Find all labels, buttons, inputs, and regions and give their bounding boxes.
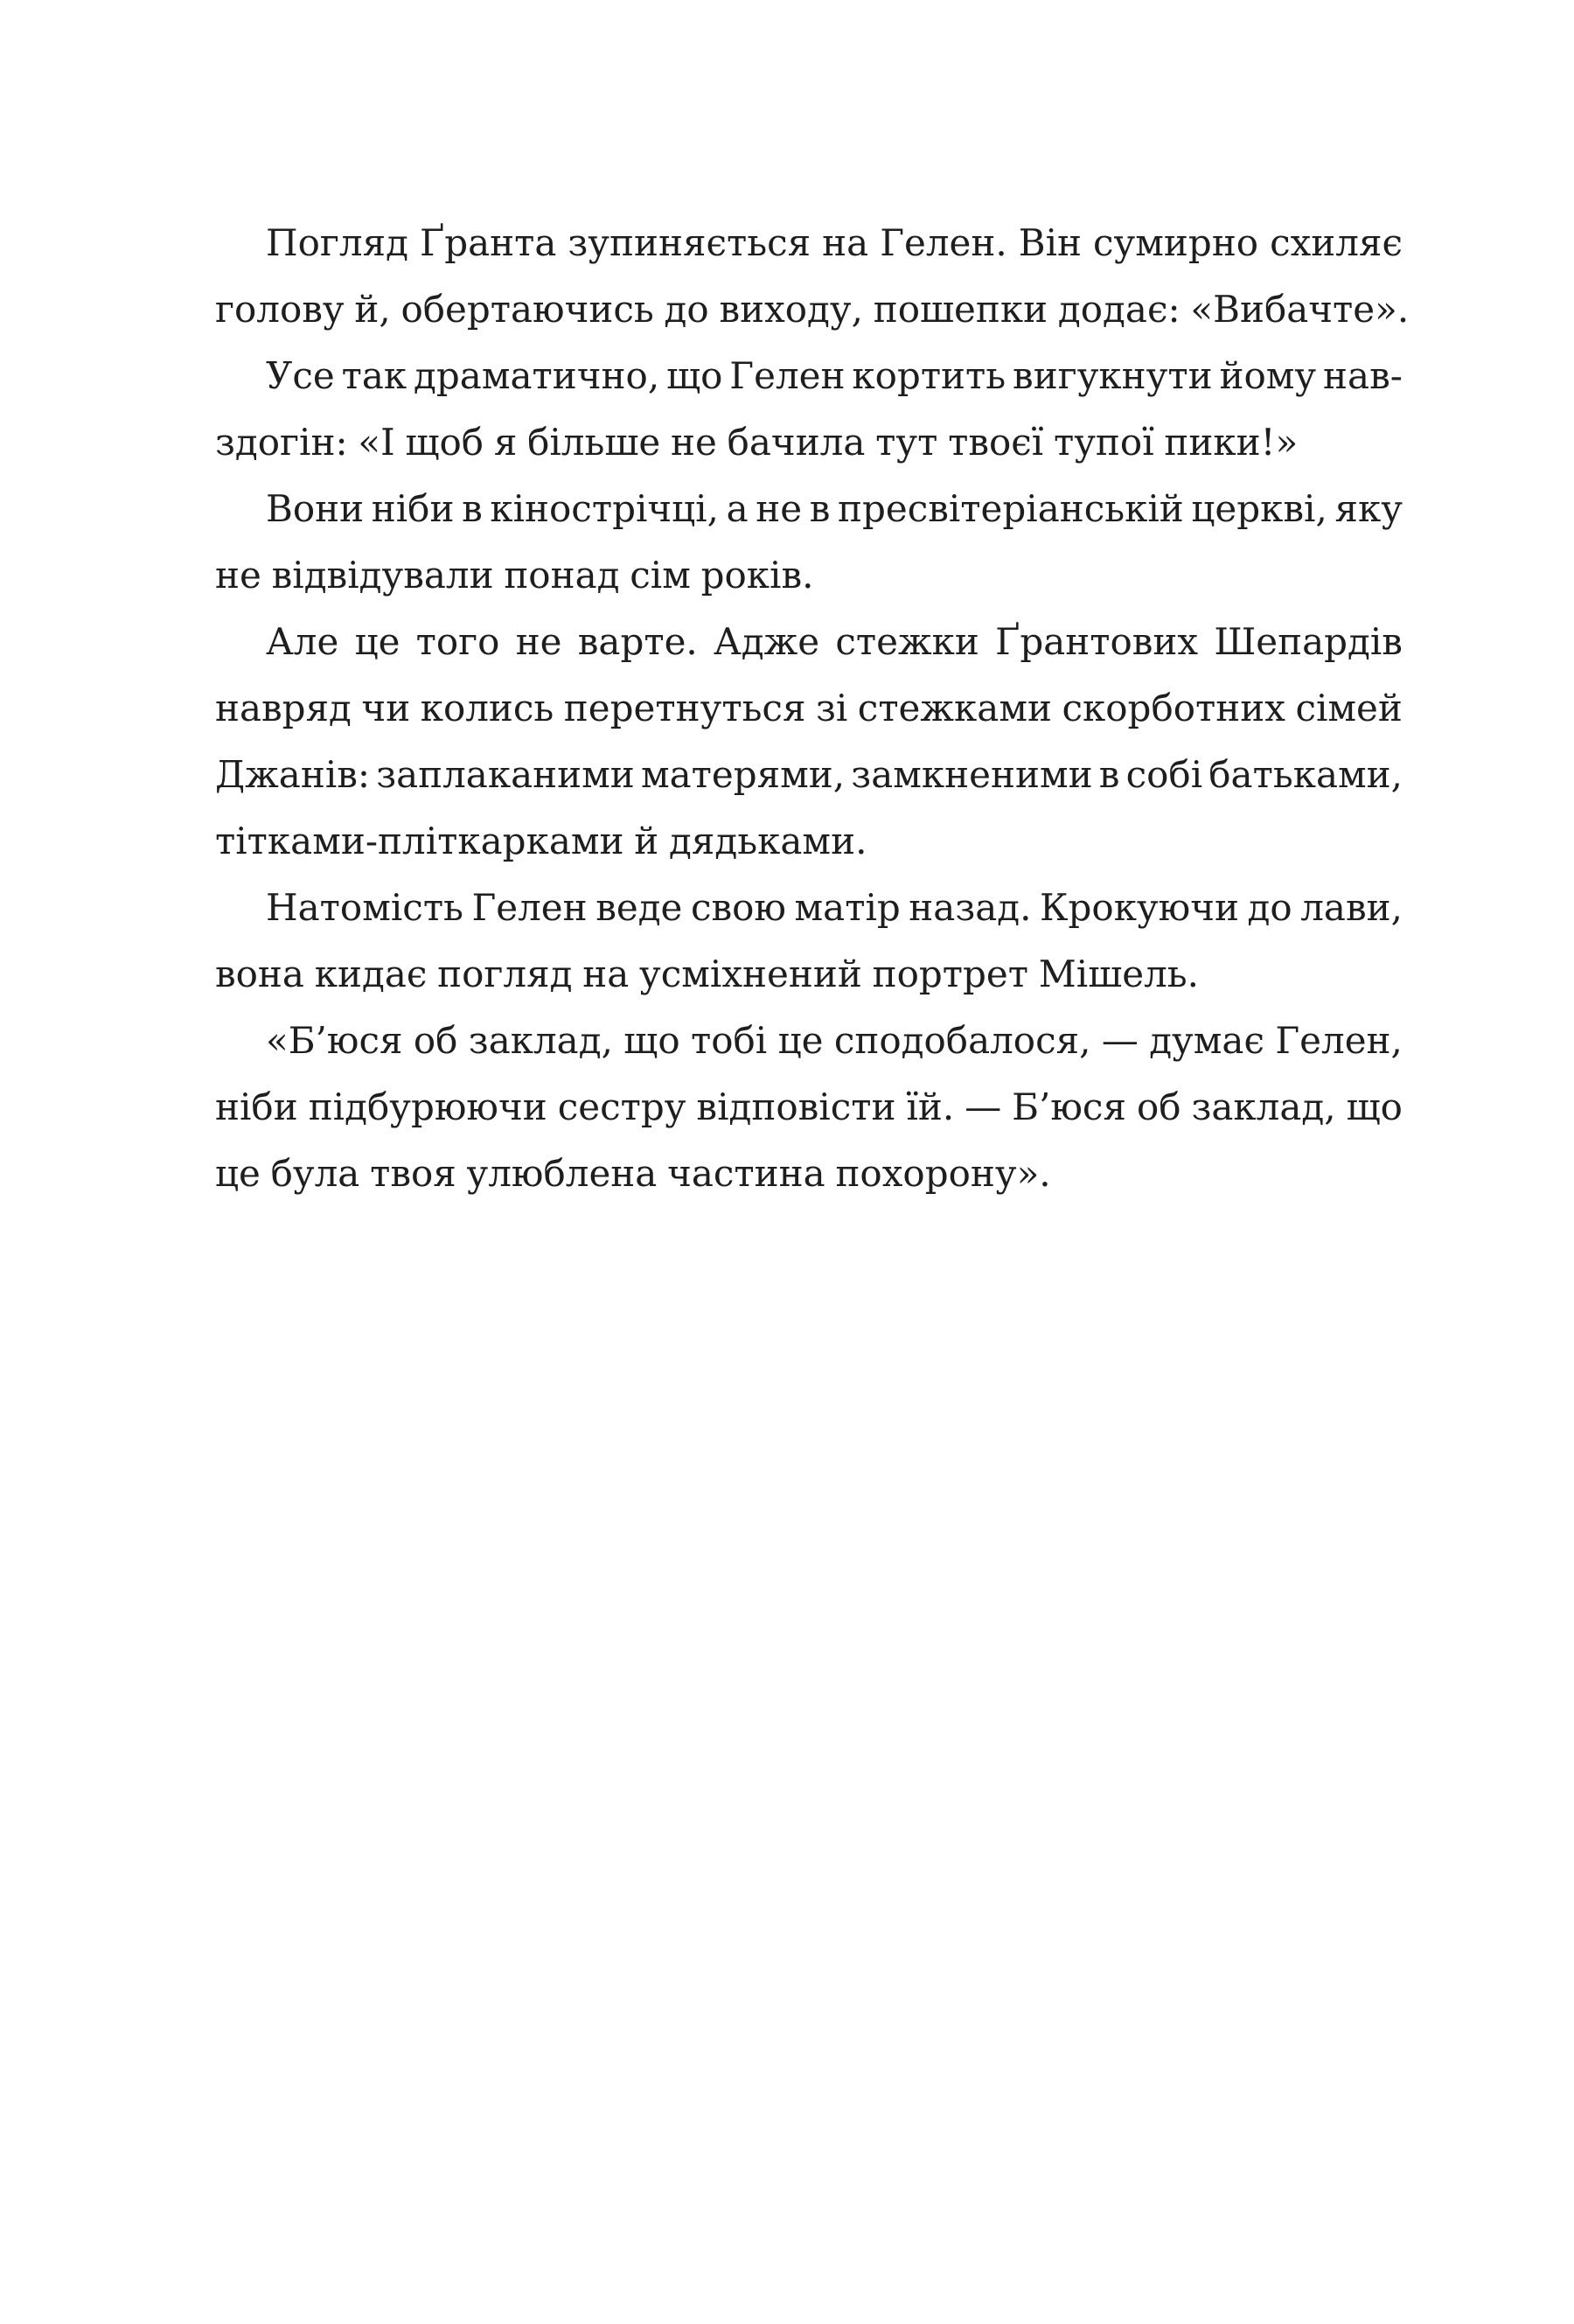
text-line [215, 1141, 1403, 1207]
word: твоєї [948, 421, 1044, 464]
word: виходу, [719, 288, 863, 331]
word: вона [215, 953, 304, 995]
text-line [215, 808, 1403, 875]
word: колись [420, 687, 554, 729]
word: навряд [215, 687, 352, 729]
word: твоя [370, 1152, 456, 1195]
word: перетнуться [563, 687, 806, 729]
word: в [809, 487, 831, 530]
word: й [634, 820, 659, 862]
word: сім [630, 554, 691, 597]
word: відповісти [696, 1085, 896, 1128]
word: кінострічці, [490, 487, 719, 530]
word: Ґрантових [995, 620, 1199, 663]
word: чи [361, 687, 411, 729]
word: «Б’юся [266, 1019, 403, 1062]
text-line [215, 343, 1403, 409]
word: а [726, 487, 749, 530]
word: пресвітеріанській [837, 487, 1184, 530]
word: що [666, 354, 723, 397]
word: в [1098, 753, 1120, 796]
text-line [215, 210, 1403, 276]
word: сімей [1295, 687, 1403, 729]
word: назад. [909, 886, 1032, 929]
word: була [270, 1152, 360, 1195]
word: портрет [872, 953, 1029, 995]
word: об [1136, 1085, 1181, 1128]
word: їй. [906, 1085, 955, 1128]
word: скорботних [1062, 687, 1285, 729]
word: сумирно [1093, 221, 1259, 264]
word: дядьками. [669, 820, 867, 862]
word: Вони [266, 487, 365, 530]
word: — [965, 1085, 1002, 1128]
word: заклад, [468, 1019, 613, 1062]
word: сподобалося, [833, 1019, 1091, 1062]
word: тупої [1053, 421, 1154, 464]
word: це [354, 620, 400, 663]
word: не [670, 421, 717, 464]
text-line [215, 276, 1410, 343]
word: похорону». [835, 1152, 1051, 1195]
word: Гелен [729, 354, 846, 397]
word: пики!» [1164, 421, 1299, 464]
word: не [515, 620, 562, 663]
word: Усе [266, 354, 335, 397]
word: лави, [1300, 886, 1403, 929]
word: Ґранта [419, 221, 557, 264]
word: Джанів: [215, 753, 371, 796]
word: до [664, 288, 709, 331]
word: що [623, 1019, 680, 1062]
word: понад [504, 554, 620, 597]
word: варте. [577, 620, 698, 663]
word: стежки [835, 620, 979, 663]
word: голову [215, 288, 345, 331]
word: Мішель. [1038, 953, 1200, 995]
word: схиляє [1270, 221, 1403, 264]
word: не [756, 487, 803, 530]
word: на [822, 221, 869, 264]
word: йому [1219, 354, 1317, 397]
word: Гелен, [1275, 1019, 1403, 1062]
word: церкві, [1191, 487, 1327, 530]
word: тобі [691, 1019, 768, 1062]
word: Погляд [266, 221, 408, 264]
text-line [215, 1074, 1403, 1141]
word: так [341, 354, 407, 397]
word: стежками [857, 687, 1052, 729]
text-line [215, 409, 1403, 476]
word: матерями, [640, 753, 846, 796]
word: Він [1018, 221, 1083, 264]
word: частина [667, 1152, 825, 1195]
word: до [1247, 886, 1292, 929]
word: Гелен. [880, 221, 1007, 264]
word: в [462, 487, 483, 530]
word: «І [358, 421, 395, 464]
word: улюблена [466, 1152, 658, 1195]
body-text [215, 210, 1410, 1207]
word: драматично, [414, 354, 660, 397]
word: думає [1149, 1019, 1264, 1062]
word: ніби [371, 487, 455, 530]
word: усміхнений [639, 953, 862, 995]
word: заплаканими [376, 753, 635, 796]
word: Б’юся [1012, 1085, 1126, 1128]
text-line [215, 742, 1403, 808]
word: пошепки [873, 288, 1048, 331]
word: кортить [852, 354, 1006, 397]
text-line [215, 875, 1403, 941]
word: не [215, 554, 261, 597]
word: об [413, 1019, 458, 1062]
word: підбурюючи [308, 1085, 547, 1128]
text-line [215, 941, 1403, 1008]
word: Натомість [266, 886, 463, 929]
text-line [215, 609, 1403, 675]
text-line [215, 476, 1403, 542]
word: «Вибачте». [1190, 288, 1410, 331]
word: Гелен [471, 886, 588, 929]
word: зі [815, 687, 848, 729]
word: погляд [437, 953, 573, 995]
word: вигукнути [1013, 354, 1213, 397]
word: — [1101, 1019, 1139, 1062]
word: що [1346, 1085, 1403, 1128]
word: це [777, 1019, 824, 1062]
word: обертаючись [400, 288, 654, 331]
word: веде [595, 886, 683, 929]
word: яку [1334, 487, 1403, 530]
word: років. [700, 554, 814, 597]
word: це [215, 1152, 261, 1195]
word: Крокуючи [1040, 886, 1239, 929]
word: свою [690, 886, 786, 929]
word: я [493, 421, 518, 464]
word: замкненими [851, 753, 1093, 796]
word: кидає [314, 953, 428, 995]
word: бачила [727, 421, 866, 464]
word: тут [875, 421, 938, 464]
word: сестру [557, 1085, 686, 1128]
text-line [215, 1008, 1403, 1074]
word: заклад, [1191, 1085, 1336, 1128]
word: тітками-пліткарками [215, 820, 624, 862]
text-line [215, 675, 1403, 742]
word: Адже [714, 620, 820, 663]
word: Шепардів [1214, 620, 1403, 663]
word: собі [1125, 753, 1203, 796]
word: відвідували [271, 554, 494, 597]
word: того [415, 620, 500, 663]
word: батьками, [1208, 753, 1403, 796]
word: зупиняється [568, 221, 811, 264]
word: матір [794, 886, 901, 929]
word: щоб [405, 421, 484, 464]
word: більше [527, 421, 661, 464]
word: Але [266, 620, 339, 663]
word: ніби [215, 1085, 298, 1128]
text-line [215, 542, 1403, 609]
word: додає: [1057, 288, 1180, 331]
word: на [582, 953, 630, 995]
word: й, [354, 288, 391, 331]
word: нав- [1323, 354, 1403, 397]
word: здогін: [215, 421, 348, 464]
